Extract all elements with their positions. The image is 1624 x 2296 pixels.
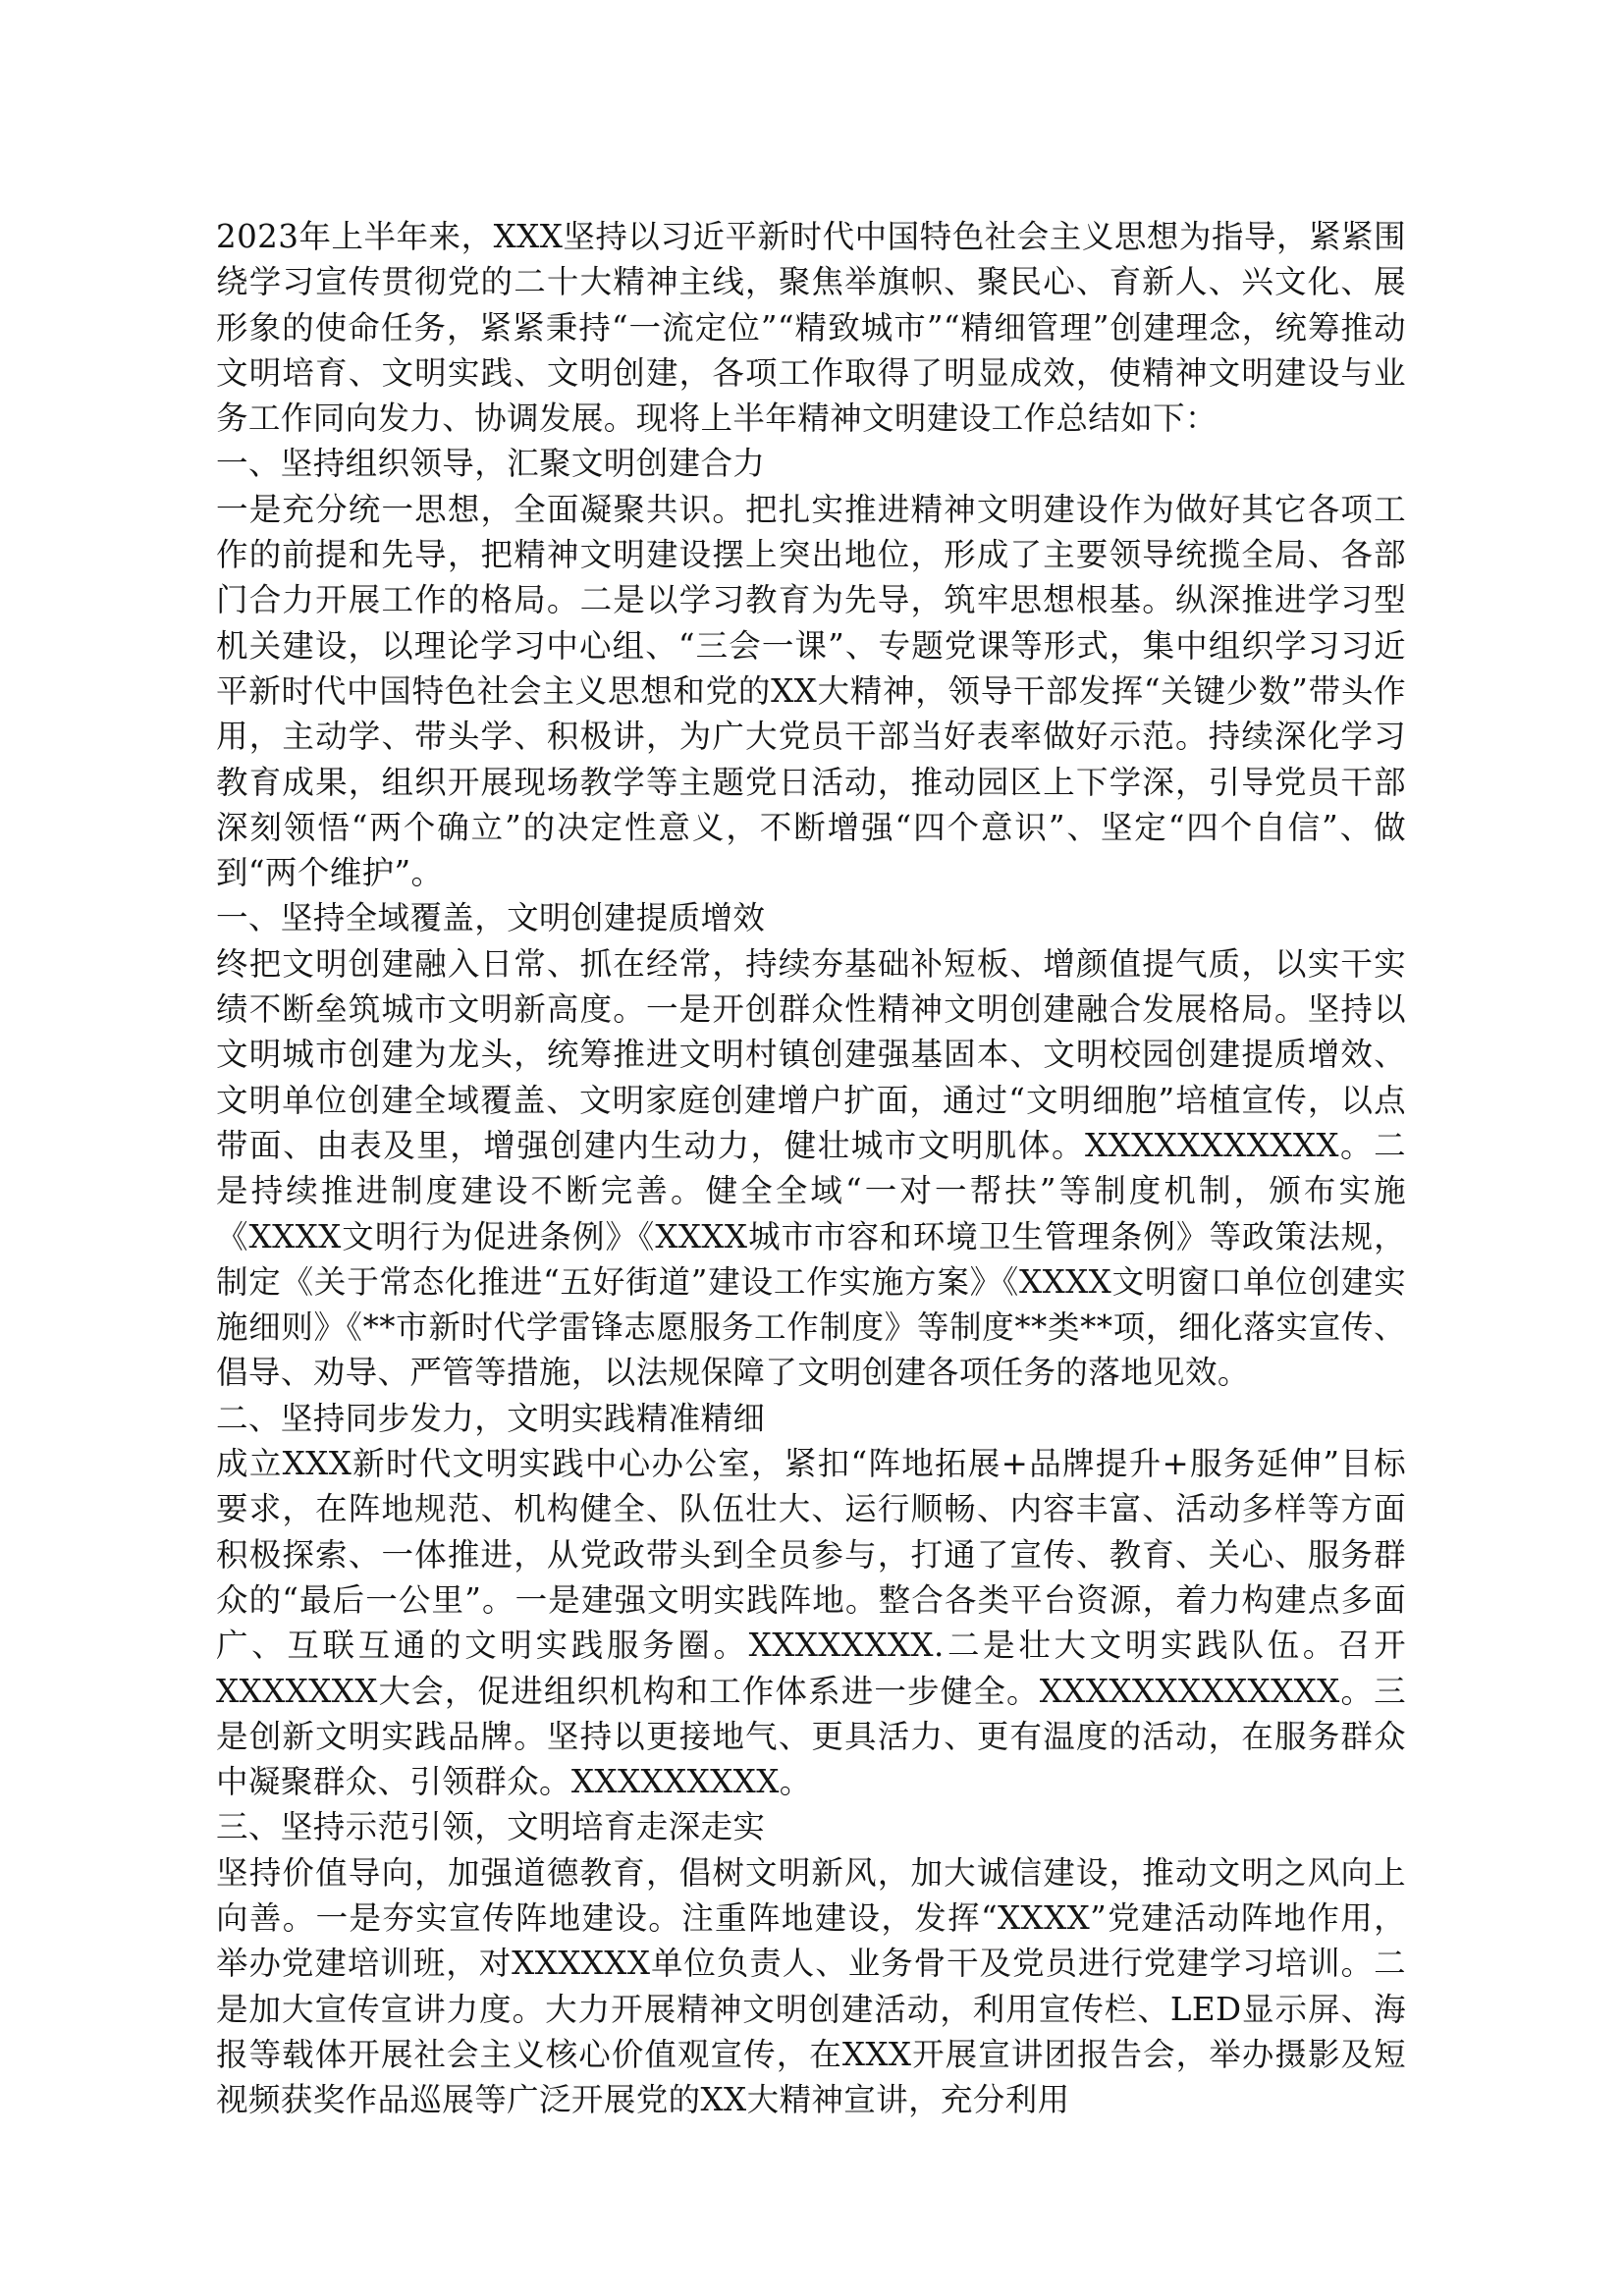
section-heading: 一、坚持组织领导，汇聚文明创建合力 bbox=[216, 445, 766, 483]
intro-paragraph: 2023年上半年来，XXX坚持以习近平新时代中国特色社会主义思想为指导，紧紧围绕学习宣传贯彻党的二十大精神主线，聚焦举旗帜、聚民心、育新人、兴文化、展形象的使命任务，紧紧秉持“一流定位”“精致城市”“精细管理”创建理念，统筹推动文明培育、文明实践、文明创建，各项工作取得了明显成效，使精神文明建设与业务工作同向发力、协调发展。现将上半年精神文明建设工作总结如下： bbox=[216, 218, 1406, 438]
section-body: 成立XXX新时代文明实践中心办公室，紧扣“阵地拓展+品牌提升+服务延伸”目标要求，在阵地规范、机构健全、队伍壮大、运行顺畅、内容丰富、活动多样等方面积极探索、一体推进，从党政带头到全员参与，打通了宣传、教育、关心、服务群众的“最后一公里”。一是建强文明实践阵地。整合各类平台资源，着力构建点多面广、互联互通的文明实践服务圈。XXXXXXXX.二是壮大文明实践队伍。召开XXXXXXX大会，促进组织机构和工作体系进一步健全。XXXXXXXXXXXXX。三是创新文明实践品牌。坚持以更接地气、更具活力、更有温度的活动，在服务群众中凝聚群众、引领群众。XXXXXXXXX。 bbox=[216, 1445, 1406, 1801]
section-heading: 一、坚持全域覆盖，文明创建提质增效 bbox=[216, 899, 766, 937]
document-page bbox=[216, 214, 1406, 2122]
section-body: 终把文明创建融入日常、抓在经常，持续夯基础补短板、增颜值提气质，以实干实绩不断垒筑城市文明新高度。一是开创群众性精神文明创建融合发展格局。坚持以文明城市创建为龙头，统筹推进文明村镇创建强基固本、文明校园创建提质增效、文明单位创建全域覆盖、文明家庭创建增户扩面，通过“文明细胞”培植宣传，以点带面、由表及里，增强创建内生动力，健壮城市文明肌体。XXXXXXXXXXX。二是持续推进制度建设不断完善。健全全域“一对一帮扶”等制度机制，颁布实施《XXXX文明行为促进条例》《XXXX城市市容和环境卫生管理条例》等政策法规，制定《关于常态化推进“五好街道”建设工作实施方案》《XXXX文明窗口单位创建实施细则》《**市新时代学雷锋志愿服务工作制度》等制度**类**项，细化落实宣传、倡导、劝导、严管等措施，以法规保障了文明创建各项任务的落地见效。 bbox=[216, 944, 1406, 1392]
section-body: 坚持价值导向，加强道德教育，倡树文明新风，加大诚信建设，推动文明之风向上向善。一是夯实宣传阵地建设。注重阵地建设，发挥“XXXX”党建活动阵地作用，举办党建培训班，对XXXXXX单位负责人、业务骨干及党员进行党建学习培训。二是加大宣传宣讲力度。大力开展精神文明创建活动，利用宣传栏、LED显示屏、海报等载体开展社会主义核心价值观宣传，在XXX开展宣讲团报告会，举办摄影及短视频获奖作品巡展等广泛开展党的XX大精神宣讲，充分利用 bbox=[216, 1853, 1406, 2119]
section-body: 一是充分统一思想，全面凝聚共识。把扎实推进精神文明建设作为做好其它各项工作的前提和先导，把精神文明建设摆上突出地位，形成了主要领导统揽全局、各部门合力开展工作的格局。二是以学习教育为先导，筑牢思想根基。纵深推进学习型机关建设，以理论学习中心组、“三会一课”、专题党课等形式，集中组织学习习近平新时代中国特色社会主义思想和党的XX大精神，领导干部发挥“关键少数”带头作用，主动学、带头学、积极讲，为广大党员干部当好表率做好示范。持续深化学习教育成果，组织开展现场教学等主题党日活动，推动园区上下学深，引导党员干部深刻领悟“两个确立”的决定性意义，不断增强“四个意识”、坚定“四个自信”、做到“两个维护”。 bbox=[216, 490, 1406, 892]
section-heading: 三、坚持示范引领，文明培育走深走实 bbox=[216, 1808, 766, 1846]
section-heading: 二、坚持同步发力，文明实践精准精细 bbox=[216, 1399, 766, 1437]
